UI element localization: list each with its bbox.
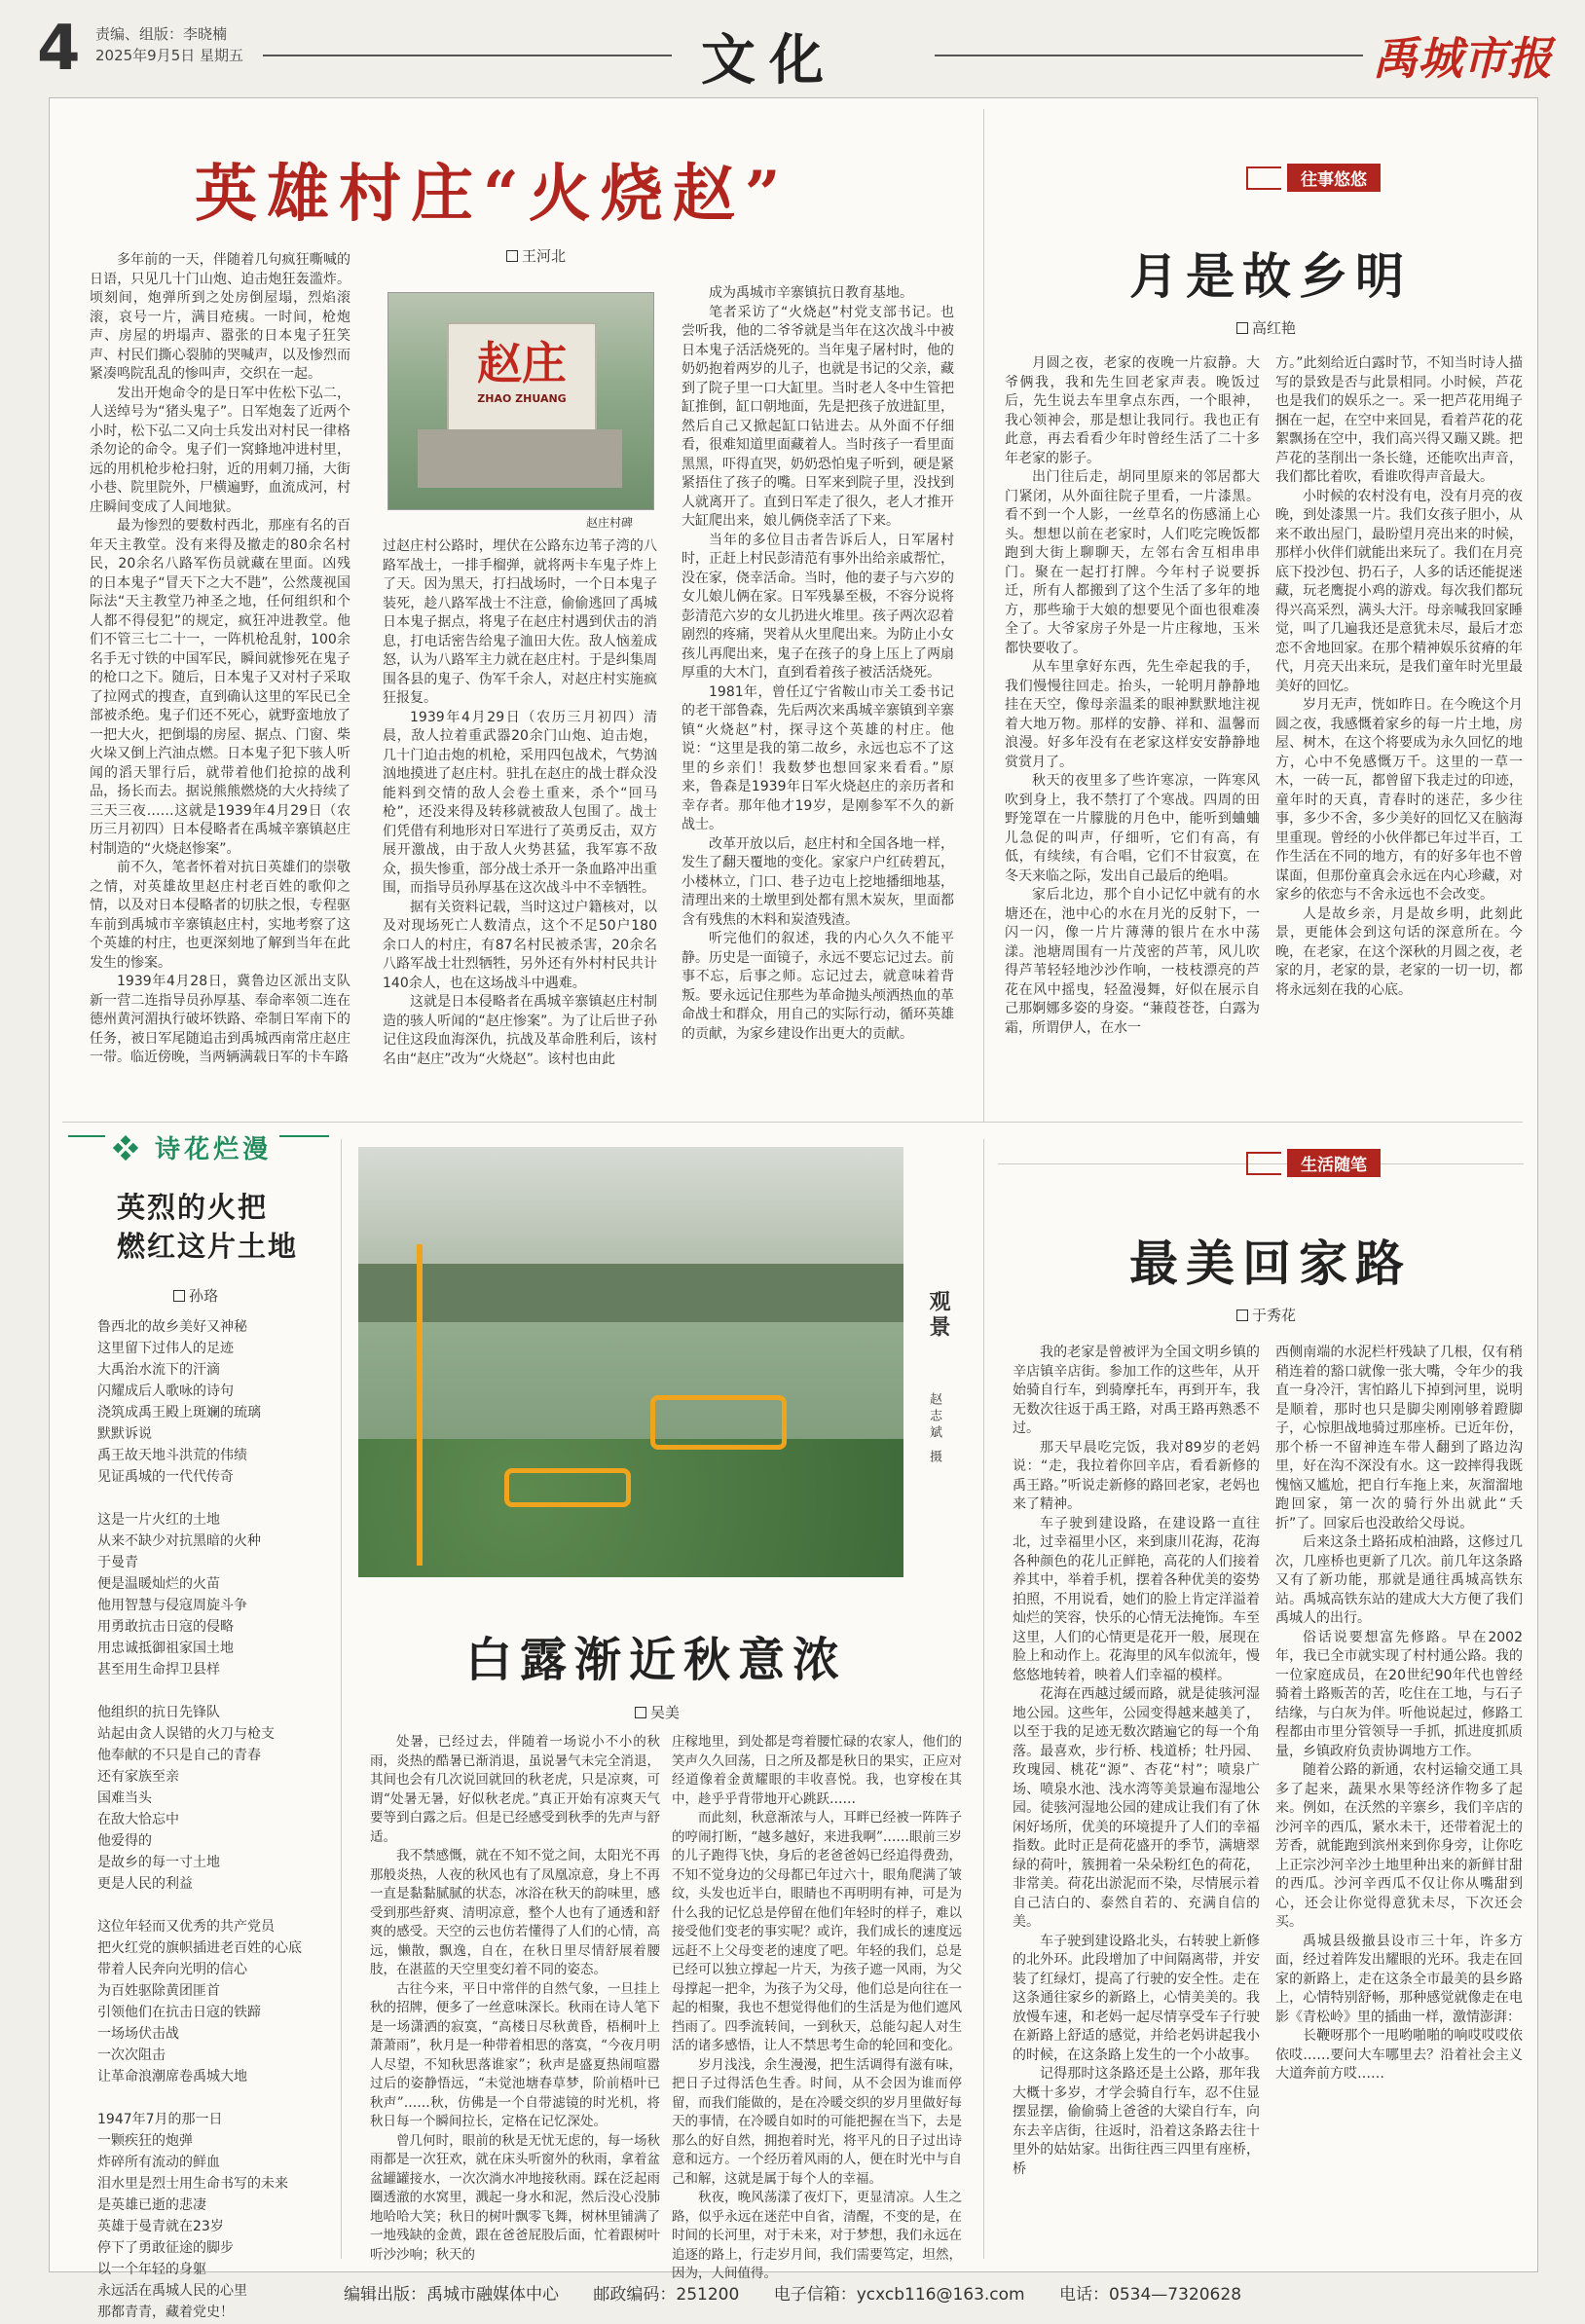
paragraph: 最为惨烈的要数村西北，那座有名的百年天主教堂。没有来得及撤走的80余名村民，20余名八路军伤员就藏在里面。凶残的日本鬼子“冒天下之大不韪”，公然蔑视国际法“天主教堂乃神圣之地，任何组织和个人都不得侵犯”的规定，疯狂冲进教堂。他们不管三七二十一，一阵机枪乱射，100余名手无寸铁的中国军民，瞬间就惨死在鬼子的枪口之下。随后，日本鬼子又对村子采取了拉网式的搜查，直到确认这里的军民已全部被杀绝。鬼子们还不死心，就野蛮地放了一把大火，把倒塌的房屋、据点、门窗、柴火垛又倒上汽油点燃。日本鬼子犯下骇人听闻的滔天罪行后，就带着他们抢掠的战利品，扬长而去。据说熊熊燃烧的大火持续了三天三夜……这就是1939年4月29日（农历三月初四）日本侵略者在禹城辛寨镇赵庄村制造的“火烧赵惨案”。 xyxy=(90,518,350,857)
footer-publisher: 编辑出版：禹城市融媒体中心 xyxy=(343,2285,559,2305)
paragraph: 禹城县级撤县设市三十年，许多方面，经过着阵发出耀眼的光环。我走在回家的新路上，走在这条全市最美的县乡路上，心情特别舒畅，那种感觉就像走在电影《青松岭》里的插曲一样，激情澎湃： xyxy=(1275,1933,1523,2025)
swing-frame-pole xyxy=(417,1244,423,1566)
poem-line: 闪耀成后人歌咏的诗句 xyxy=(97,1383,234,1399)
article1-column-2 xyxy=(383,537,657,1097)
paragraph: 而此刻，秋意渐浓与人，耳畔已经被一阵阵子的哼闹打断，“越多越好，来进我啊”……眼前三岁的儿子跑得飞快，身后的老爸爸妈已经追得费劲，不知不觉身边的父母都已年过六十，眼角爬满了皱纹，头发也近半白，眼睛也不再明明有神，可是为什么我的记忆总是停留在他们年轻时的样子，难以接受他们变老的事实呢？或许，我们成长的速度远远赶不上父母变老的速度了吧。年轻的我们，总是已经可以独立撑起一片天，为孩子遮一风雨，为父母撑起一把伞，为孩子为父母，他们总是向往在一起的相聚，我也不想觉得他们的生活是为他们遮风挡雨了。四季流转间，一到秋天，总能勾起人对生活的诸多感悟，让人不禁思考生命的轮回和变化。 xyxy=(672,1810,962,2053)
paragraph: 岁月无声，恍如昨日。在今晚这个月圆之夜，我感慨着家乡的每一片土地，房屋、树木，在这个将要成为永久回忆的地方，心中不免感慨万千。这里的一草一木，一砖一瓦，都曾留下我走过的印迹，童年时的天真，青春时的迷茫，多少往事，多少不舍，多少美好的回忆又在脑海里重现。曾经的小伙伴都已年过半百，工作生活在不同的地方，有的好多年也不曾谋面，但那份童真会永远在内心珍藏，对家乡的依恋与不舍永远也不会改变。 xyxy=(1275,697,1523,903)
article2-title: 月是故乡明 xyxy=(1129,247,1412,305)
paragraph: 多年前的一天，伴随着几句疯狂嘶喊的日语，只见几十门山炮、迫击炮狂轰滥炸。顷刻间，炮弹所到之处房倒屋塌，烈焰滚滚，哀号一片，满目疮痍。一时间，枪炮声、房屋的坍塌声、嚣张的日本鬼子狂笑声、村民们撕心裂肺的哭喊声，以及惨烈而紧凑鸣院乱乱的惨叫声，交织在一起。 xyxy=(90,252,350,382)
poem-line: 国难当头 xyxy=(97,1790,152,1806)
paragraph: 处暑，已经过去，伴随着一场说小不小的秋雨，炎热的酷暑已渐消退，虽说暑气未完全消退，其间也会有几次说回就回的秋老虎，只是凉爽，可谓“处暑无暑，好似秋老虎。”真正开始有凉爽天气要等到白露之后。但是已经感受到秋季的先声与舒适。 xyxy=(370,1734,660,1845)
paragraph: 改革开放以后，赵庄村和全国各地一样，发生了翻天覆地的变化。家家户户红砖碧瓦，小楼林立，门口、巷子边屯上挖地播细地基，清理出来的土墩里到处都有黑木炭灰，里面都含有残焦的木料和炭渣残渣。 xyxy=(682,835,954,928)
paragraph: 人是故乡亲，月是故乡明，此刻此景，更能体会到这句话的深意所在。今晚，在老家，在这个深秋的月圆之夜，老家的月，老家的景，老家的一切一切，都将永远刻在我的心底。 xyxy=(1275,905,1523,998)
header-meta xyxy=(95,23,243,66)
poem-line: 以一个年轻的身躯 xyxy=(97,2262,206,2277)
article2-tag-label: 往事悠悠 xyxy=(1287,164,1381,192)
poem-line: 一场场伏击战 xyxy=(97,2026,179,2042)
paragraph: 方。”此刻给近白露时节，不知当时诗人描写的景致是否与此景相同。小时候，芦花也是我们的娱乐之一。采一把芦花用绳子捆在一起，在空中来回晃，看着芦花的花絮飘扬在空中，我们高兴得又蹦又跳。把芦花的茎削出一条长缝，还能吹出声音，我们都比着吹，看谁吹得声音最大。 xyxy=(1275,355,1523,485)
village-stone-photo xyxy=(387,292,654,510)
photo-lotus-field xyxy=(358,1439,903,1577)
poem-line: 他用智慧与侵寇周旋斗争 xyxy=(97,1598,247,1613)
article4-author: 吴美 xyxy=(635,1702,680,1722)
paragraph: 西侧南端的水泥栏杆残缺了几根，仅有稍稍连着的豁口就像一张大嘴，令年少的我直一身冷汗，害怕路儿下掉到河里，说明是顺着，那时也只是脚尖刚刚够着蹬脚子，心惊胆战地骑过那座桥。已近年份，那个桥一不留神连车带人翻到了路边沟里，好在沟不深没有水。这一跤摔得我既愧恼又尴尬，把自行车拖上来，灰溜溜地跑回家，第一次的骑行外出就此“夭折”了。回家后也没敢给父母说。 xyxy=(1275,1345,1523,1531)
paragraph: 后来这条土路拓成柏油路，这修过几次，几座桥也更新了几次。前几年这条路又有了新功能，那就是通往禹城高铁东站。禹城高铁东站的建成大大方便了我们禹城人的出行。 xyxy=(1275,1534,1523,1626)
paragraph: 曾几何时，眼前的秋是无忧无虑的，每一场秋雨都是一次狂欢，就在床头听窗外的秋雨，拿着盆盆罐罐接水，一次次淌水冲地接秋雨。踩在泛起雨圈透澈的水窝里，溅起一身水和泥，然后没心没肺地哈哈大笑；秋日的树叶飘零飞舞，树林里铺满了一地残缺的金黄，跟在爸爸屁股后面，忙着跟树叶听沙沙响；秋天的 xyxy=(370,2132,660,2263)
article4-title: 白露渐近秋意浓 xyxy=(465,1633,848,1687)
poem-title xyxy=(117,1188,298,1266)
article4-column-1 xyxy=(370,1733,660,2263)
article1-title: 英雄村庄“火烧赵” xyxy=(195,158,791,231)
footer-email: 电子信箱：ycxcb116@163.com xyxy=(773,2285,1025,2305)
paragraph: 家后北边，那个自小记忆中就有的水塘还在，池中心的水在月光的反射下，一闪一闪，像一片片薄薄的银片在水中荡漾。池塘周围有一片茂密的芦苇，风儿吹得芦苇轻轻地沙沙作响，一枝枝漂亮的芦花在风中摇曳，轻盈漫舞，好似在展示自己那婀娜多姿的身姿。“蒹葭苍苍，白露为霜，所谓伊人，在水一 xyxy=(1005,887,1260,1036)
page-number: 4 xyxy=(37,13,81,85)
article2-author: 高红艳 xyxy=(1236,317,1296,338)
poem-line: 鲁西北的故乡美好又神秘 xyxy=(97,1319,247,1335)
poem-line: 浇筑成禹王殿上斑斓的琉璃 xyxy=(97,1405,261,1420)
poem-line: 甚至用生命捍卫县样 xyxy=(97,1662,220,1678)
stone-base xyxy=(418,429,622,488)
article2-column-1 xyxy=(1005,354,1260,1124)
paragraph: 成为禹城市辛寨镇抗日教育基地。 xyxy=(709,285,913,301)
poem-line: 在敌大恰忘中 xyxy=(97,1812,179,1827)
poem-line: 炸碎所有流动的鲜血 xyxy=(97,2155,220,2170)
issue-date: 2025年9月5日 星期五 xyxy=(95,47,244,64)
paragraph: 前不久，笔者怀着对抗日英雄们的崇敬之情，对英雄故里赵庄村老百姓的歌仰之情，以及对日本侵略者的切肤之恨，专程驱车前到禹城市辛寨镇赵庄村，实地考察了这个英雄的村庄，也更深刻地了解到当年在此发生的惨案。 xyxy=(90,860,350,971)
poem-line: 是故乡的每一寸土地 xyxy=(97,1855,220,1870)
paragraph: 当年的多位目击者告诉后人，日军屠村时，正赶上村民彭清范有事外出给亲戚帮忙，没在家，侥幸活命。当时，他的妻子与六岁的女儿娘儿俩在家。日军残暴至极，不容分说将彭清范六岁的女儿扔进火堆里。孩子两次忍着剧烈的疼痛，哭着从火里爬出来。为防止小女孩儿再爬出来，鬼子在孩子的身上压上了两扇厚重的大木门，直到看着孩子被活活烧死。 xyxy=(682,532,954,681)
poem-line: 一颗疾狂的炮弹 xyxy=(97,2133,193,2149)
stanza-gap xyxy=(97,1680,331,1702)
paragraph: 从车里拿好东西，先生牵起我的手，我们慢慢往回走。抬头，一轮明月静静地挂在天空，像母亲温柔的眼神默默地注视着大地万物。那样的安静、祥和、温馨而浪漫。好多年没有在老家这样安安静静地赏赏月了。 xyxy=(1005,659,1260,770)
poem-line: 便是温暖灿烂的火苗 xyxy=(97,1576,220,1592)
paragraph: 俗话说要想富先修路。早在2002年，我已全市就实现了村村通公路。我的一位家庭成员，在20世纪90年代也曾经骑着土路贩苦的苦，吃住在工地，与石子结缘，与白灰为伴。听他说起过，修路工程都由市里分管领导一手抓，抓进度抓质量，乡镇政府负责协调地方工作。 xyxy=(1275,1629,1523,1759)
poem-author: 孙珞 xyxy=(173,1285,218,1306)
poem-title-line-1: 英烈的火把 xyxy=(117,1191,269,1224)
paragraph: 车子驶到建设路，在建设路一直往北，过幸福里小区，来到康川花海，花海各种颜色的花儿正鲜艳，高花的人们接着养其中，举着手机，摆着各种优美的姿势拍照，不用说看，她们的脸上肯定洋溢着灿烂的笑容，快乐的心情无法掩饰。车至这里，人们的心情更是花开一般，展现在脸上和动作上。花海里的风车似流年，慢悠悠地转着，映着人们幸福的模样。 xyxy=(1013,1515,1260,1683)
poem-line: 于曼青 xyxy=(97,1555,138,1570)
photo-caption-author: 赵志斌 摄 xyxy=(927,1392,941,1467)
article1-photo-caption: 赵庄村碑 xyxy=(586,516,634,530)
poem-line: 这是一片火红的土地 xyxy=(97,1512,220,1528)
article1-author: 王河北 xyxy=(506,245,566,266)
paragraph: 庄稼地里，到处都是弯着腰忙碌的农家人，他们的笑声久久回荡，日之所及都是秋日的果实，正应对经道像着金黄耀眼的丰收喜悦。我，也穿梭在其中，趁乎乎背带地开心跳跃…… xyxy=(672,1734,962,1807)
poem-line: 把火红党的旗帜插进老百姓的心底 xyxy=(97,1940,302,1956)
swing-seat xyxy=(650,1395,787,1450)
poem-line: 这里留下过伟人的足迹 xyxy=(97,1341,234,1356)
header-rule-left xyxy=(263,55,672,56)
paragraph: 据有关资料记载，当时这过户籍核对，以及对现场死亡人数清点，这个不足50户180余口人的村庄，有87名村民被杀害，20余名八路军战士壮烈牺牲，另外还有外村村民共计140余人，也在这场战斗中遇难。 xyxy=(383,899,657,991)
poetry-section-header xyxy=(105,1129,279,1165)
photo-trees xyxy=(358,1264,903,1322)
paragraph: 月圆之夜，老家的夜晚一片寂静。大爷俩我，我和先生回老家声表。晚饭过后，先生说去车里拿点东西，一个眼神，我心领神会，那是想让我同行。我也正有此意，再去看看少年时曾经生活了二十多年老家的影子。 xyxy=(1005,355,1260,466)
poem-line: 更是人民的利益 xyxy=(97,1876,193,1892)
header-rule-right xyxy=(935,55,1363,56)
poem-line: 那都青青，藏着党史！ xyxy=(97,2305,234,2320)
article4-column-2 xyxy=(672,1733,962,2281)
poem-line: 他奉献的不只是自己的青春 xyxy=(97,1748,261,1763)
poem-line: 还有家族至亲 xyxy=(97,1769,179,1785)
paragraph: 随着公路的新通，农村运输交通工具多了起来，蔬果水果等经济作物多了起来。例如，在沃然的辛寨乡，我们辛店的沙河辛的西瓜，紧水未干，还带着泥土的芳香，就能跑到滨州来到你身旁，让你吃上正宗沙河辛沙土地里种出来的新鲜甘甜的西瓜。沙河辛西瓜不仅让你从嘴甜到心，还会让你觉得意犹未尽，下次还会买。 xyxy=(1275,1762,1523,1930)
paragraph: 秋夜，晚风荡漾了夜灯下，更显清凉。人生之路，似乎永远在迷茫中自省，清醒，不变的是，在时间的长河里，对于未来，对于梦想，我们永远在追逐的路上，行走岁月间，我们需要笃定，坦然，因为，人间值得。 xyxy=(672,2190,962,2281)
article3-tag xyxy=(1246,1149,1381,1177)
column-divider xyxy=(341,1139,342,2259)
stanza-gap xyxy=(97,2087,331,2109)
poem-line: 让革命浪潮席卷禹城大地 xyxy=(97,2069,247,2084)
poem-line: 一次次阻击 xyxy=(97,2047,166,2063)
paragraph: 记得那时这条路还是土公路，那年我大概十多岁，才学会骑自行车，忍不住显摆显摆，偷偷骑上爸爸的大梁自行车，向东去辛店街，往返时，沿着这条路去往十里外的姑姑家。出街往西三四里有座桥，桥 xyxy=(1013,2066,1260,2177)
article3-tag-label: 生活随笔 xyxy=(1287,1149,1381,1177)
paragraph: 我的老家是曾被评为全国文明乡镇的辛店镇辛店街。参加工作的这些年，从开始骑自行车，到骑摩托车，再到开车，我无数次往返于禹王路，对禹王路再熟悉不过。 xyxy=(1013,1345,1260,1436)
poem-line: 见证禹城的一代代传奇 xyxy=(97,1469,234,1485)
paragraph: 听完他们的叙述，我的内心久久不能平静。历史是一面镜子，永远不要忘记过去。前事不忘，后事之师。忘记过去，就意味着背叛。要永远记住那些为革命抛头颅洒热血的革命战士和群众，用自己的实际行动，循环英雄的贡献，为家乡建设作出更大的贡献。 xyxy=(682,931,954,1042)
section-title: 文化 xyxy=(701,28,837,92)
photo-caption-title: 观景 xyxy=(926,1290,950,1341)
article1-column-1 xyxy=(90,251,350,1069)
swing-photo xyxy=(358,1147,903,1577)
poem-line: 引领他们在抗击日寇的铁蹄 xyxy=(97,2005,261,2020)
paragraph: 车子驶到建设路北头，右转驶上新修的北外环。此段增加了中间隔离带，并安装了红绿灯，提高了行驶的安全性。走在这条通往家乡的新路上，心情美美的。我放慢车速，和老妈一起尽情享受车子行驶在新路上舒适的感觉，并给老妈讲起我小的时候，在这条路上发生的一个小故事。 xyxy=(1013,1933,1260,2063)
footer-phone: 电话：0534—7320628 xyxy=(1059,2285,1242,2305)
paragraph: 这就是日本侵略者在禹城辛寨镇赵庄村制造的骇人听闻的“赵庄惨案”。为了让后世子孙记住这段血海深仇，抗战及革命胜利后，该村名由“赵庄”改为“火烧赵”。该村也由此 xyxy=(383,994,657,1067)
stanza-gap xyxy=(97,1895,331,1916)
tag-decoration xyxy=(1246,166,1281,190)
paragraph: 发出开炮命令的是日军中佐松下弘二，人送绰号为“猪头鬼子”。日军炮轰了近两个小时，松下弘二又向士兵发出对村民一律格杀勿论的命令。鬼子们一窝蜂地冲进村里，远的用机枪步枪扫射，近的用刺刀捅，大街小巷、院里院外，尸横遍野，血流成河，村庄瞬间变成了人间地狱。 xyxy=(90,385,350,515)
editors: 责编、组版：李晓楠 xyxy=(95,25,228,43)
paragraph: 那天早晨吃完饭，我对89岁的老妈说：“走，我拉着你回辛店，看看新修的禹王路。”听说走新修的路回老家，老妈也来了精神。 xyxy=(1013,1439,1260,1512)
poem-line: 站起由贪人误错的火刀与枪支 xyxy=(97,1726,275,1742)
paragraph: 1981年，曾任辽宁省鞍山市关工委书记的老干部鲁森，先后两次来禹城辛寨镇到辛寨镇“火烧赵”村，探寻这个英雄的村庄。他说：“这里是我的第二故乡，永远也忘不了这里的乡亲们！我数梦也想回家来看看。”原来，鲁森是1939年日军火烧赵庄的亲历者和幸存者。那年他才19岁，是刚参军不久的新战士。 xyxy=(682,683,954,832)
poem-line: 带着人民奔向光明的信心 xyxy=(97,1962,247,1977)
paragraph: 小时候的农村没有电，没有月亮的夜晚，到处漆黑一片。我们女孩子胆小，从来不敢出屋门，最盼望月亮出来的时候，那样小伙伴们就能出来玩了。我们在月亮底下投沙包、扔石子，人多的话还能捉迷藏，玩老鹰捉小鸡的游戏。每次我们都玩得兴高采烈，满头大汗。母亲喊我回家睡觉，叫了几遍我还是意犹未尽，最后才恋恋不舍地回家。在那个精神娱乐贫瘠的年代，月亮天出来玩，是我们童年时光里最美好的回忆。 xyxy=(1275,488,1523,694)
poem-line: 他爱得的 xyxy=(97,1833,152,1849)
paragraph: 花海在西越过緩而路，就是徒骇河湿地公园。这些年，公园变得越来越美了，以至于我的足迹无数次踏遍它的每一个角落。最喜欢，步行桥、栈道桥；牡丹园、玫瑰园、桃花“源”、杏花“村”；喷泉广场、喷泉水池、浅水湾等美景遍布湿地公园。徒骇河湿地公园的建成让我们有了休闲好场所，优美的环境提升了人们的幸福指数。此时正是荷花盛开的季节，满塘翠绿的荷叶，簇拥着一朵朵粉红色的荷花，非常美。荷花出淤泥而不染，尽情展示着自己洁白的、泰然自若的、充满自信的美。 xyxy=(1013,1686,1260,1930)
poem-line: 用忠诚抵御祖家国土地 xyxy=(97,1641,234,1656)
poem-line: 这位年轻而又优秀的共产党员 xyxy=(97,1919,275,1935)
article3-column-1 xyxy=(1013,1344,1260,2249)
paragraph: 我不禁感慨，就在不知不觉之间，太阳光不再那般炎热，人夜的秋风也有了凤凰凉意，身上不再一直是黏黏腻腻的状态，冰浴在秋天的韵味里，感受到那些舒爽、清明凉意，整个人也有了通透和舒爽的感受。天空的云也仿若懂得了人们的心情，高远，懒散，飘逸，自在，在秋日里尽情舒展着腰肢，在湛蓝的天空里变幻着不同的姿态。 xyxy=(370,1848,660,1977)
column-divider xyxy=(983,109,984,1122)
tag-decoration xyxy=(1246,1152,1281,1175)
poem-line: 用勇敢抗击日寇的侵略 xyxy=(97,1619,234,1635)
poem-line: 永远活在禹城人民的心里 xyxy=(97,2283,247,2299)
article1-column-3 xyxy=(682,284,954,1097)
article2-tag xyxy=(1246,164,1381,192)
poem-line: 他组织的抗日先锋队 xyxy=(97,1705,220,1720)
poem-line: 英雄于曼青就在23岁 xyxy=(97,2219,224,2234)
stanza-gap xyxy=(97,1488,331,1509)
leaf-icon: ❖ xyxy=(113,1135,143,1164)
poem-line: 1947年7月的那一日 xyxy=(97,2112,223,2127)
paragraph: 笔者采访了“火烧赵”村党支部书记。也尝听我，他的二爷爷就是当年在这次战斗中被日本鬼子活活烧死的。当年鬼子屠村时，他的奶奶抱着两岁的儿子，也就是书记的父亲，藏到了院子里一口大缸里。当时老人冬中生管把缸推倒，缸口朝地面，先是把孩子放进缸里，然后自己又掀起缸口钻进去。从外面不仔细看，很难知道里面藏着人。当时孩子一看里面黑黑，吓得直哭，奶奶恐怕鬼子听到，硬是紧紧捂住了孩子的嘴。日军来到院子里，没找到人就离开了。直到日军走了很久，老人才推开大缸爬出来，娘儿俩侥幸活了下来。 xyxy=(682,304,954,529)
footer xyxy=(0,2280,1585,2305)
article3-author: 于秀花 xyxy=(1236,1305,1296,1325)
poem-line: 禹王故天地斗洪荒的伟绩 xyxy=(97,1448,247,1463)
swing-seat xyxy=(504,1468,631,1507)
paragraph: 过赵庄村公路时，埋伏在公路东边苇子湾的八路军战士，一排手榴弹，就将两卡车鬼子炸上了天。因为黑天，打扫战场时，一个日本鬼子装死，趁八路军战士不注意，偷偷逃回了禹城日本鬼子据点，将鬼子在赵庄村遇到伏击的消息，打电话密告给鬼子洫田大佐。敌人恼羞成怒，认为八路军主力就在赵庄村。于是纠集周围各县的鬼子、伪军千余人，对赵庄村实施疯狂报复。 xyxy=(383,538,657,706)
paragraph: 岁月浅浅，余生漫漫，把生活调得有滋有味，把日子过得活色生香。时间，从不会因为谁而停留，而我们能做的，是在冷暖交织的岁月里做好每天的事情，在冷暖自如时的可能把握在当下，去是那么的好自然，拥抱着时光，将平凡的日子过出诗意和远方。一个经历着风雨的人，便在时光中与自己和解，这就是属于每个人的幸福。 xyxy=(672,2056,962,2187)
article3-title: 最美回家路 xyxy=(1129,1235,1412,1292)
paragraph: 出门往后走，胡同里原来的邻居都大门紧闭，从外面往院子里看，一片漆黑。看不到一个人影，一丝草名的伤感涌上心头。想想以前在老家时，人们吃完晚饭都跑到大街上聊聊天，左邻右舍互相串串门。聚在一起打打牌。今年村子说要拆迁，所有人都搬到了这个生活了多年的地方，那些瑜于大娘的想要见个面也很难凑全了。大爷家房子外是一片庄稼地，玉米都快要收了。 xyxy=(1005,469,1260,656)
poem-line: 大禹治水流下的汗滴 xyxy=(97,1362,220,1378)
stone-text: 赵庄 xyxy=(477,337,567,389)
poem-body xyxy=(97,1316,331,2320)
poem-line: 是英雄已逝的悲凄 xyxy=(97,2197,206,2213)
column-divider xyxy=(983,1139,984,2259)
paragraph: 古往今来，平日中常伴的自然气象，一旦挂上秋的招牌，便多了一丝意味深长。秋雨在诗人笔下是一场潇洒的寂寞，“高楼日尽秋黄昏，梧桐叶上萧萧雨”，秋月是一种带着相思的落寞，“今夜月明人尽望，不知秋思落谁家”；秋声是盛夏热闹喧嚣过后的姿静悟远，“未觉池塘春草梦，阶前梧叶已秋声”……秋，仿佛是一个自带滤镜的时光机，将秋日每一个瞬间拉长，定格在记忆深处。 xyxy=(370,1980,660,2129)
paragraph: 长鞭呀那个一甩哟啪啪的响哎哎哎依依哎……要问大车哪里去？沿着社会主义大道奔前方哎…… xyxy=(1275,2028,1523,2082)
footer-postcode: 邮政编码：251200 xyxy=(593,2285,740,2305)
stone-pinyin: ZHAO ZHUANG xyxy=(477,392,567,405)
article2-column-2 xyxy=(1275,354,1523,1124)
poem-line: 默默诉说 xyxy=(97,1426,152,1442)
poem-line: 为百姓驱除黄团匪首 xyxy=(97,1983,220,1999)
paragraph: 1939年4月28日，冀鲁边区派出支队新一营二连指导员孙厚基、奉命率领二连在德州黄河湄执行破坏铁路、牵制日军南下的任务，被日军尾随追击到禹城西南常庄赵庄一带。临近傍晚，当两辆满载日军的卡车路 xyxy=(90,974,350,1065)
newspaper-logo: 禹城市报 xyxy=(1373,32,1552,85)
article3-column-2 xyxy=(1275,1344,1523,2249)
stone-tablet xyxy=(447,322,597,433)
paragraph: 1939年4月29日（农历三月初四）清晨，敌人拉着重武器20余门山炮、迫击炮，几十门迫击炮的机枪，采用四包战术，气势汹汹地摸进了赵庄村。驻扎在赵庄的战士群众没能料到交情的敌人会卷土重来，杀个“回马枪”，还没来得及转移就被敌人包围了。战士们凭借有利地形对日军进行了英勇反击，双方展开激战，由于敌人火势甚猛，我军寡不敌众，损失惨重，部分战士杀开一条血路冲出重围，而指导员孙厚基在这次战斗中不幸牺牲。 xyxy=(383,709,657,896)
poem-title-line-2: 燃红这片土地 xyxy=(117,1230,299,1263)
photo-sky xyxy=(358,1147,903,1283)
poem-line: 从来不缺少对抗黑暗的火种 xyxy=(97,1533,261,1549)
poetry-section-label: 诗花烂漫 xyxy=(155,1135,273,1164)
poem-line: 泪水里是烈士用生命书写的未来 xyxy=(97,2176,288,2192)
poem-line: 停下了勇敢征途的脚步 xyxy=(97,2240,234,2256)
paragraph: 秋天的夜里多了些许寒凉，一阵寒风吹到身上，我不禁打了个寒战。四周的田野笼罩在一片朦胧的月色中，能听到蛐蛐儿急促的叫声，仔细听，它们有高，有低，有续续，有合唱，它们不甘寂寞，在冬天来临之际，发出自己最后的绝唱。 xyxy=(1005,773,1260,884)
